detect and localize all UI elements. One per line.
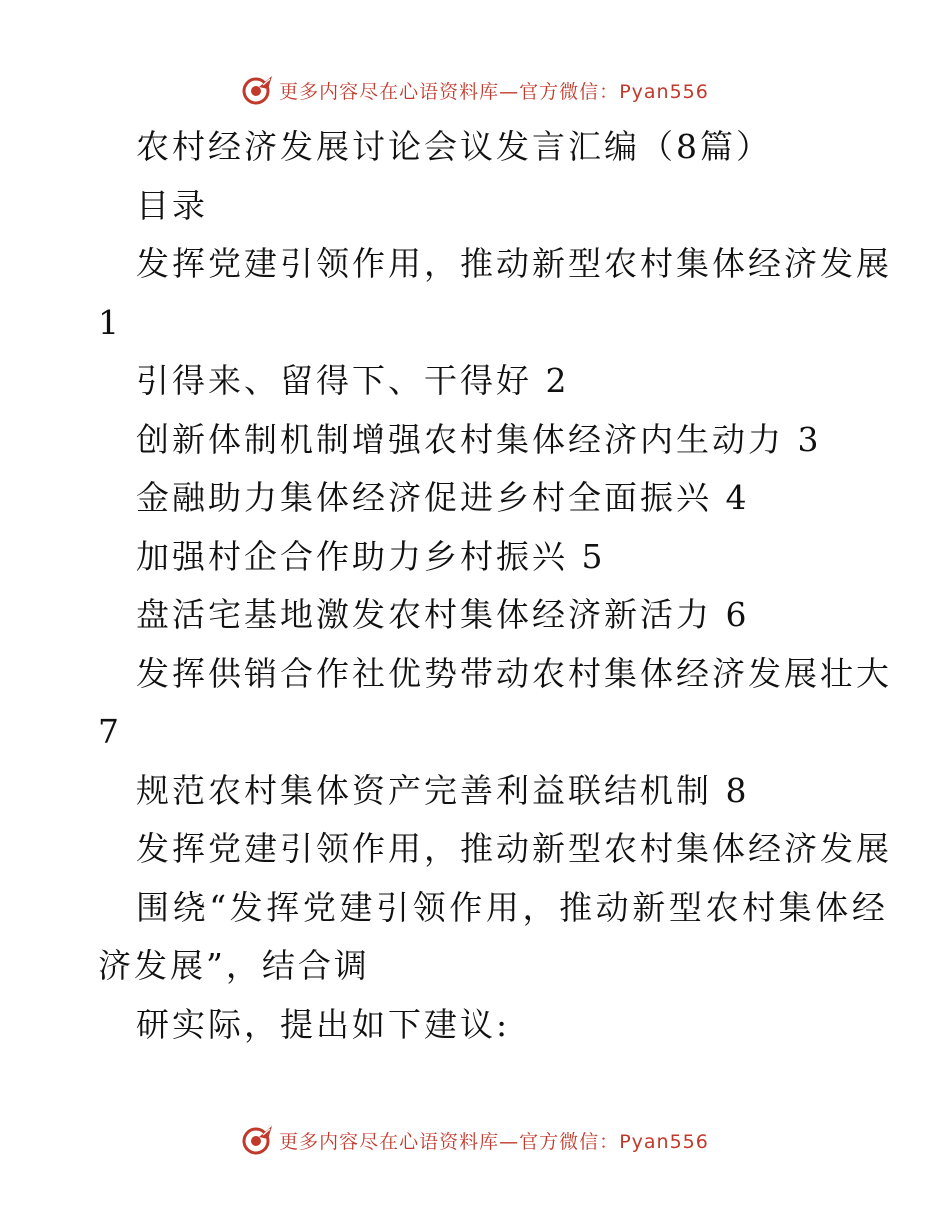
header-banner-separator: — [499, 80, 520, 103]
toc-entry-page-number: 5 [581, 536, 603, 576]
header-banner-text [279, 77, 709, 104]
toc-entry-page-number: 6 [725, 595, 747, 634]
footer-banner [0, 1120, 950, 1160]
toc-entry-title: 发挥供销合作社优势带动农村集体经济发展壮大 [136, 653, 892, 693]
paragraph-line: 济发展”，结合调 [98, 946, 370, 985]
paragraph-line: 围绕“发挥党建引领作用，推动新型农村集体经 [136, 887, 889, 927]
toc-entry [98, 352, 858, 411]
toc-entry-title: 创新体制机制增强农村集体经济内生动力 [136, 419, 784, 459]
toc-entry-title: 盘活宅基地激发农村集体经济新活力 [136, 595, 712, 634]
toc-entry [98, 762, 858, 821]
footer-banner-separator: — [499, 1130, 520, 1153]
section-title: 发挥党建引领作用，推动新型农村集体经济发展 [136, 829, 892, 868]
footer-banner-text [279, 1127, 709, 1154]
document-body [98, 118, 892, 1054]
toc-heading: 目录 [136, 185, 208, 225]
toc-entry-page-number: 4 [725, 478, 747, 517]
toc-entry-title: 加强村企合作助力乡村振兴 [136, 536, 568, 576]
toc-entry-title: 发挥党建引领作用，推动新型农村集体经济发展 [136, 244, 892, 283]
toc-entry-title: 引得来、留得下、干得好 [136, 361, 532, 400]
toc-entry-page-number: 1 [98, 302, 119, 342]
toc-entry-page [98, 294, 858, 353]
toc-entry-page-number: 2 [545, 361, 567, 400]
paragraph-line: 研实际，提出如下建议: [136, 1004, 511, 1044]
footer-banner-wechat-label: 官方微信： [519, 1130, 620, 1153]
header-banner-wechat-id: Pyan556 [619, 80, 709, 103]
pen-nib-logo-icon [241, 73, 275, 107]
pen-nib-logo-icon [241, 1123, 275, 1157]
toc-entry [98, 586, 858, 645]
toc-entry-title: 金融助力集体经济促进乡村全面振兴 [136, 478, 712, 517]
toc-entry-page-number: 7 [98, 712, 119, 751]
document-title: 农村经济发展讨论会议发言汇编（8篇） [136, 127, 772, 166]
toc-entry-page-number: 3 [797, 419, 819, 459]
header-banner [0, 70, 950, 110]
toc-entry-page-number: 8 [725, 770, 747, 810]
footer-banner-wechat-id: Pyan556 [619, 1130, 709, 1153]
toc-entry-page [98, 703, 858, 762]
footer-banner-slogan: 更多内容尽在心语资料库 [279, 1130, 500, 1153]
toc-entry [98, 411, 858, 470]
header-banner-wechat-label: 官方微信： [519, 80, 620, 103]
toc-entry [98, 469, 858, 528]
header-banner-slogan: 更多内容尽在心语资料库 [279, 80, 500, 103]
toc-entry-title: 规范农村集体资产完善利益联结机制 [136, 770, 712, 810]
toc-entry [98, 528, 858, 587]
